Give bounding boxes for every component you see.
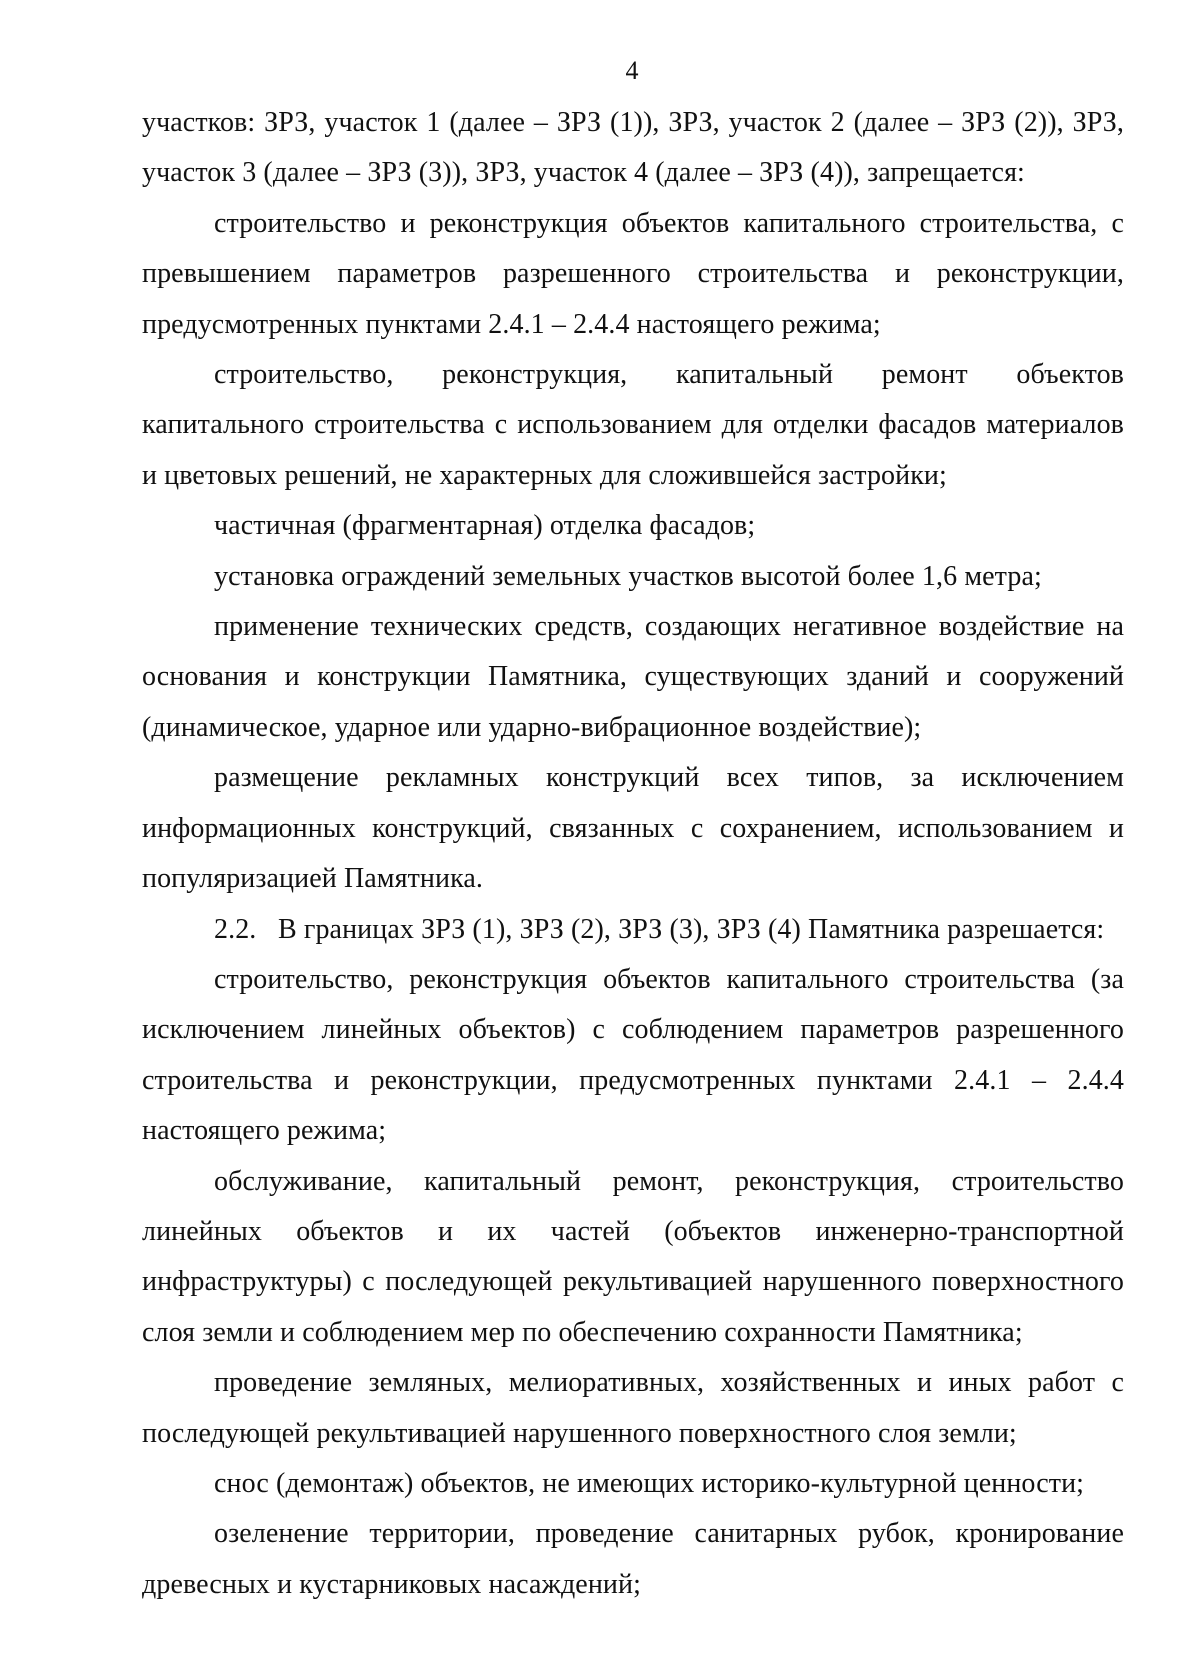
paragraph-prohibited-facade-materials: строительство, реконструкция, капитальный ремонт объектов капитального строительства с использованием для отделки фасадов материалов и цветовых решений, не характерных для сложившейся застройки; (142, 359, 1124, 491)
page-number: 4 (625, 56, 639, 85)
paragraph-allowed-demolition: снос (демонтаж) объектов, не имеющих историко-культурной ценности; (214, 1467, 1085, 1499)
paragraph-allowed-construction: строительство, реконструкция объектов капитального строительства (за исключением линейных объектов) с соблюдением параметров разрешенного строительства и реконструкции, предусмотренных пунктами 2.4.1 – 2.4.4 настоящего режима; (142, 963, 1124, 1147)
paragraph-prohibited-construction-excess: строительство и реконструкция объектов капитального строительства, с превышением параметров разрешенного строительства и реконструкции, предусмотренных пунктами 2.4.1 – 2.4.4 настоящего режима; (142, 207, 1124, 340)
paragraph-prohibited-technical-impact: применение технических средств, создающих негативное воздействие на основания и конструкции Памятника, существующих зданий и сооружений (динамическое, ударное или ударно-вибрационное воздействие); (142, 611, 1124, 743)
paragraph-section-2-2 (142, 905, 1124, 955)
paragraph-allowed-landscaping: озеленение территории, проведение санитарных рубок, кронирование древесных и кустарниковых насаждений; (142, 1518, 1124, 1600)
paragraph-allowed-linear-objects: обслуживание, капитальный ремонт, реконструкция, строительство линейных объектов и их частей (объектов инженерно-транспортной инфраструктуры) с последующей рекультивацией нарушенного поверхностного слоя земли и соблюдением мер по обеспечению сохранности Памятника; (142, 1165, 1124, 1348)
paragraph-prohibited-fences: установка ограждений земельных участков высотой более 1,6 метра; (214, 560, 1042, 592)
paragraph-prohibited-partial-facade: частичная (фрагментарная) отделка фасадов; (214, 510, 756, 542)
paragraph-prohibited-intro: участков: ЗРЗ, участок 1 (далее – ЗРЗ (1)), ЗРЗ, участок 2 (далее – ЗРЗ (2)), ЗРЗ, участок 3 (далее – ЗРЗ (3)), ЗРЗ, участок 4 (далее – ЗРЗ (4)), запрещается: (142, 107, 1124, 189)
paragraph-allowed-earthworks: проведение земляных, мелиоративных, хозяйственных и иных работ с последующей рекультивацией нарушенного поверхностного слоя земли; (142, 1367, 1124, 1449)
document-body (142, 98, 1124, 1610)
section-number: 2.2. (214, 913, 257, 945)
paragraph-prohibited-advertising: размещение рекламных конструкций всех типов, за исключением информационных конструкций, связанных с сохранением, использованием и популяризацией Памятника. (142, 762, 1124, 895)
section-2-2-text: В границах ЗРЗ (1), ЗРЗ (2), ЗРЗ (3), ЗРЗ (4) Памятника разрешается: (278, 913, 1105, 945)
